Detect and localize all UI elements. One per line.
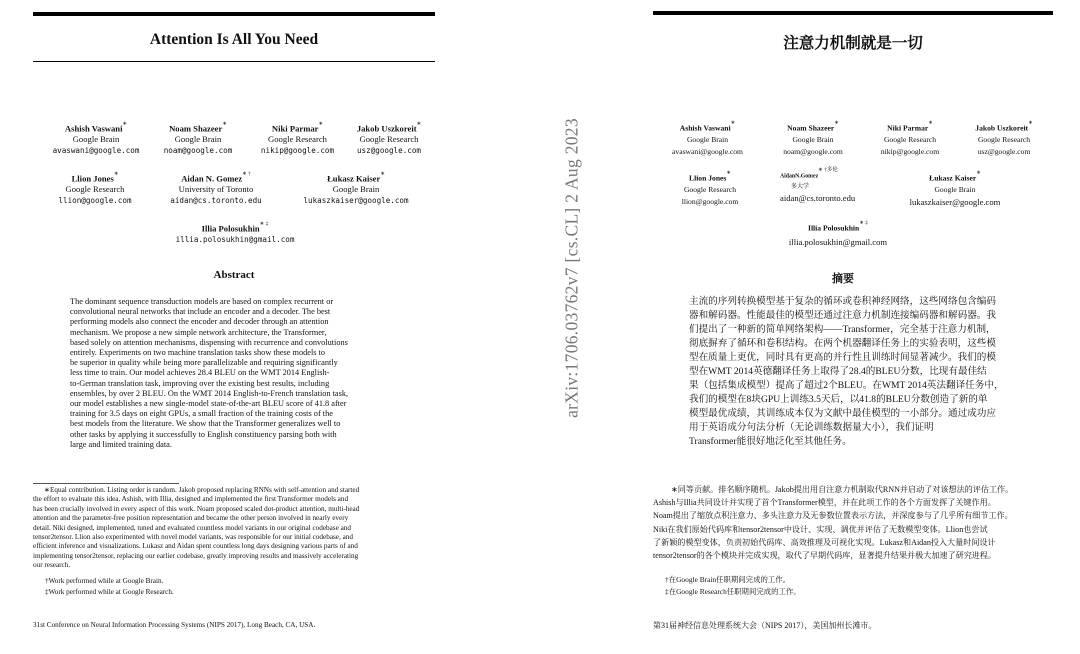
author-name: Aidan N. Gomez (181, 173, 243, 184)
abstract-line: mechanism. We propose a new simple network architecture, the Transformer, (70, 327, 327, 337)
author-name: Ashish Vaswani (679, 123, 731, 133)
author-mark: ∗ (122, 121, 128, 127)
author-block (43, 169, 147, 206)
author-name: Niki Parmar (271, 123, 319, 134)
author-affiliation: Google Brain (934, 185, 976, 195)
abstract-body-translated (689, 295, 1029, 449)
abstract-line: Transformer能很好地泛化至其他任务。 (689, 436, 852, 447)
arxiv-stamp-text[interactable]: arXiv:1706.03762v7 [cs.CL] 2 Aug 2023 (561, 118, 582, 418)
abstract-line: ensembles, by over 2 BLEU. On the WMT 2014 English-to-French translation task, (70, 388, 349, 398)
author-email[interactable]: noam@google.com (163, 146, 233, 156)
author-block (866, 117, 954, 158)
conference-line: 31st Conference on Neural Information Processing Systems (NIPS 2017), Long Beach, CA, USA. (33, 621, 316, 629)
author-mark: ∗ †多伦 (818, 167, 838, 173)
author-name: Noam Shazeer (169, 123, 223, 134)
author-email[interactable]: usz@google.com (977, 147, 1031, 157)
footnote-line: ∗同等贡献。排名顺序随机。Jakob提出用自注意力机制取代RNN并启动了对该想法的评估工作。 (671, 485, 1014, 494)
author-mark: ∗ (726, 170, 731, 176)
footnote-line: attention and the parameter-free position representation and became the other person involved in nearly every (33, 514, 349, 523)
author-email[interactable]: llion@google.com (681, 197, 739, 207)
footnote-rule (33, 483, 179, 484)
footnote-line: efficient inference and visualizations. Lukasz and Aidan spent countless long days designing various parts of and (33, 542, 358, 551)
abstract-line: The dominant sequence transduction models are based on complex recurrent or (70, 297, 334, 306)
author-email[interactable]: avaswani@google.com (672, 147, 743, 157)
author-mark: ∗ (113, 171, 119, 177)
author-block (345, 119, 433, 156)
abstract-line: 器和解码器。性能最佳的模型还通过注意力机制连接编码器和解码器。我 (689, 310, 996, 321)
author-name: Jakob Uszkoreit (356, 123, 417, 134)
abstract-line: performing models also connect the encoder and decoder through an attention (70, 317, 329, 327)
footnote-ddagger: ‡Work performed while at Google Research. (45, 588, 174, 596)
footnote-equal-contribution (33, 486, 435, 571)
author-block (290, 169, 422, 206)
abstract-line: be superior in quality while being more parallelizable and requiring significantly (70, 358, 338, 368)
author-mark: ∗ (976, 170, 981, 176)
author-email[interactable]: llion@google.com (58, 196, 132, 206)
abstract-line: 用于英语成分句法分析（无论训练数据量大小），我们证明 (689, 422, 934, 433)
footnote-line: tensor2tensor. Llion also experimented with novel model variants, was responsible for our initial codebase, and (33, 533, 353, 542)
footnote-line: Ashish与Illia共同设计并实现了首个Transformer模型，并在此项工作的各个方面发挥了关键作用。 (653, 498, 996, 508)
author-mark: ∗ (318, 121, 324, 127)
footnote-equal-contribution-translated (653, 483, 1058, 562)
author-affiliation: Google Research (883, 135, 937, 145)
abstract-line: training for 3.5 days on eight GPUs, a small fraction of the training costs of the (70, 409, 333, 419)
author-affiliation: Google Brain (72, 134, 120, 145)
abstract-line: best models from the literature. We show that the Transformer generalizes well to (70, 419, 341, 429)
author-name: Niki Parmar (887, 123, 929, 133)
author-name: Ashish Vaswani (64, 123, 123, 134)
abstract-line: large and limited training data. (70, 439, 172, 449)
footnote-line: Niki在我们原始代码库和tensor2tensor中设计、实现、调优并评估了无数模型变体。Llion也尝试 (653, 524, 988, 534)
author-name: Illia Polosukhin (807, 223, 860, 233)
author-affiliation: Google Brain (792, 135, 834, 145)
abstract-line: our model establishes a new single-model state-of-the-art BLEU score of 41.8 after (70, 399, 347, 409)
author-block (905, 167, 1005, 208)
author-affiliation: Google Brain (174, 134, 222, 145)
author-block (160, 219, 310, 245)
author-name: Łukasz Kaiser (327, 173, 381, 184)
author-block (158, 169, 274, 206)
title-bottom-rule (33, 61, 435, 62)
author-block (42, 119, 150, 156)
footnote-line: detail. Niki designed, implemented, tuned and evaluated countless model variants in our original codebase and (33, 523, 351, 532)
conference-line-translated: 第31届神经信息处理系统大会（NIPS 2017），美国加州长滩市。 (653, 621, 877, 630)
footnote-ddagger-translated: ‡在Google Research任职期间完成的工作。 (665, 587, 801, 596)
footnote-dagger: †Work performed while at Google Brain. (45, 577, 164, 585)
paper-title: Attention Is All You Need (149, 31, 319, 48)
author-block (780, 165, 880, 204)
footnote-line: Noam提出了缩放点积注意力、多头注意力及无参数位置表示方法，并深度参与了几乎所有细节工作。 (653, 511, 1013, 521)
author-mark: ∗ (380, 171, 385, 177)
footnote-line: tensor2tensor的各个模块并完成实现，取代了早期代码库，显著提升结果并极大加速了研究进程。 (653, 551, 997, 561)
abstract-line: 们提出了一种新的简单网络架构——Transformer，完全基于注意力机制， (689, 324, 996, 335)
author-block (152, 119, 244, 156)
author-affiliation: Google Research (268, 134, 327, 145)
abstract-line: 模型最优成绩，其训练成本仅为文献中最佳模型的一小部分。通过成功应 (689, 408, 996, 419)
title-top-rule (653, 11, 1053, 15)
abstract-line: to-German translation task, improving over the existing best results, including (70, 378, 330, 388)
author-affiliation: Google Research (65, 184, 125, 195)
paper-title-translated: 注意力机制就是一切 (783, 35, 923, 52)
abstract-line: 型在质量上更优，同时具有更高的并行性且训练时间显著减少。我们的模 (689, 352, 996, 363)
author-email[interactable]: illia.polosukhin@gmail.com (788, 237, 888, 248)
abstract-line: convolutional neural networks that include an encoder and a decoder. The best (70, 307, 331, 317)
footnote-dagger-translated: †在Google Brain任职期间完成的工作。 (665, 575, 791, 584)
author-mark: ∗ (928, 120, 933, 126)
author-mark: ∗ ‡ (259, 221, 269, 227)
author-mark: ∗ (416, 121, 422, 127)
abstract-line: 果（包括集成模型）提高了超过2个BLEU。在WMT 2014英法翻译任务中， (689, 380, 1004, 391)
author-affiliation: University of Toronto (178, 184, 254, 195)
author-mark: ∗ † (242, 171, 251, 177)
author-email[interactable]: nikip@google.com (880, 147, 940, 157)
abstract-body (70, 297, 400, 450)
author-block (250, 119, 345, 156)
abstract-line: based solely on attention mechanisms, dispensing with recurrence and convolutions (70, 337, 348, 347)
author-email[interactable]: lukaszkaiser@google.com (303, 196, 409, 206)
author-affiliation: Google Research (359, 134, 419, 145)
abstract-line: 主流的序列转换模型基于复杂的循环或卷积神经网络，这些网络包含编码 (689, 296, 996, 307)
author-email[interactable]: usz@google.com (356, 146, 421, 156)
author-email[interactable]: illia.polosukhin@gmail.com (175, 235, 295, 245)
abstract-line: other tasks by applying it successfully to English constituency parsing both with (70, 429, 337, 439)
author-name: Noam Shazeer (787, 123, 835, 133)
abstract-line: entirely. Experiments on two machine translation tasks show these models to (70, 348, 325, 358)
abstract-heading-translated: 摘要 (832, 273, 854, 285)
author-name: Jakob Uszkoreit (975, 123, 1029, 133)
footnote-line: implementing tensor2tensor, replacing our earlier codebase, greatly improving results and massively accelerating (33, 551, 359, 560)
author-name: Illia Polosukhin (201, 223, 260, 234)
author-affiliation: Google Brain (332, 184, 380, 195)
author-mark: ∗ (1028, 120, 1033, 126)
author-block (768, 117, 858, 158)
author-email[interactable]: aidan@cs.toronto.edu (170, 196, 262, 206)
author-affiliation: Google Brain (686, 135, 729, 145)
author-mark: ∗ (222, 121, 227, 127)
arxiv-stamp (556, 93, 588, 443)
author-email[interactable]: nikip@google.com (260, 146, 335, 156)
author-affiliation: Google Research (683, 185, 737, 195)
author-name: AidanN.Gomez (780, 173, 819, 180)
author-affiliation: Google Research (977, 135, 1031, 145)
author-name: Llion Jones (71, 173, 114, 184)
footnote-line: ∗Equal contribution. Listing order is random. Jakob proposed replacing RNNs with self-attention and started (44, 486, 360, 494)
author-affiliation: 多大学 (791, 184, 810, 191)
title-top-rule (33, 12, 435, 16)
author-email[interactable]: aidan@cs.toronto.edu (780, 193, 856, 204)
author-mark: ∗ (834, 120, 839, 126)
author-block (963, 117, 1045, 158)
author-block (660, 117, 755, 158)
footnote-line: 了新颖的模型变体，负责初始代码库、高效推理及可视化实现。Lukasz和Aidan投入大量时间设计 (653, 537, 996, 547)
author-block (665, 167, 755, 208)
abstract-line: 型在WMT 2014英德翻译任务上取得了28.4的BLEU分数，比现有最佳结 (689, 366, 987, 377)
abstract-heading: Abstract (213, 269, 255, 281)
footnote-line: the effort to evaluate this idea. Ashish, with Illia, designed and implemented the first Transformer models and (33, 495, 349, 504)
author-mark: ∗ (730, 120, 736, 126)
abstract-line: 我们的模型在8块GPU上训练3.5天后，以41.8的BLEU分数创造了新的单 (689, 394, 988, 405)
author-email[interactable]: lukaszkaiser@google.com (909, 197, 1001, 208)
footnote-line: our research. (33, 561, 71, 570)
abstract-line: less time to train. Our model achieves 28.4 BLEU on the WMT 2014 English- (70, 368, 330, 378)
author-name: Łukasz Kaiser (929, 173, 977, 183)
footnote-line: has been crucially involved in every aspect of this work. Noam proposed scaled dot-product attention, multi-head (33, 504, 360, 513)
author-email[interactable]: noam@google.com (783, 147, 843, 157)
author-mark: ∗ ‡ (859, 220, 868, 226)
author-block (778, 216, 898, 249)
author-email[interactable]: avaswani@google.com (52, 146, 140, 156)
abstract-line: 彻底摒弃了循环和卷积结构。在两个机器翻译任务上的实验表明，这些模 (689, 338, 996, 349)
author-name: Llion Jones (689, 173, 727, 183)
